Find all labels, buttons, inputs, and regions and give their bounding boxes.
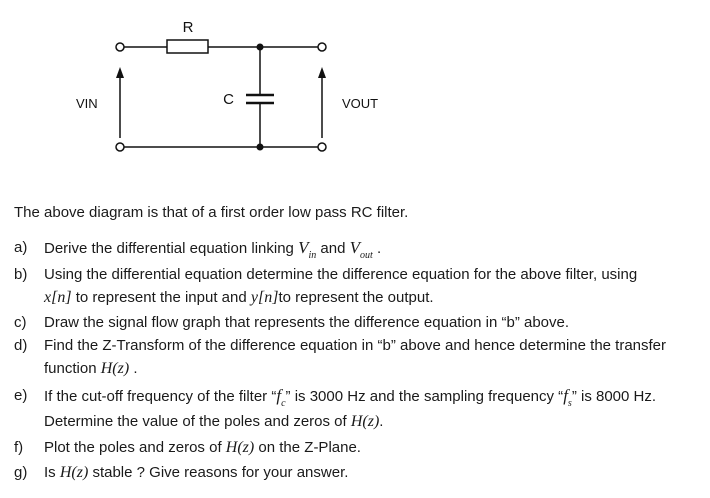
output-arrow-head — [318, 67, 326, 78]
rc-filter-diagram — [0, 0, 710, 200]
terminal-out-bottom — [318, 143, 326, 151]
junction-dot-bottom — [257, 144, 264, 151]
resistor-label: R — [182, 19, 194, 36]
question-d-line2: function H(z) . — [44, 360, 138, 377]
junction-dot-top — [257, 44, 264, 51]
terminal-in-bottom — [116, 143, 124, 151]
question-f-text: Plot the poles and zeros of H(z) on the Z-Plane. — [44, 439, 361, 456]
terminal-out-top — [318, 43, 326, 51]
question-a-label: a) — [14, 239, 28, 256]
question-c-label: c) — [14, 314, 27, 331]
question-c-text: Draw the signal flow graph that represents the difference equation in “b” above. — [44, 314, 570, 331]
question-g-text: Is H(z) stable ? Give reasons for your answer. — [44, 464, 349, 481]
question-d-line1: Find the Z-Transform of the difference equation in “b” above and hence determine the transfer — [44, 337, 667, 354]
question-g-label: g) — [14, 464, 28, 481]
question-e-label: e) — [14, 387, 28, 404]
input-arrow-head — [116, 67, 124, 78]
question-b-line1: Using the differential equation determine the difference equation for the above filter, using — [44, 266, 638, 283]
question-e-line2: Determine the value of the poles and zeros of H(z). — [44, 413, 384, 430]
terminal-in-top — [116, 43, 124, 51]
question-f-label: f) — [14, 439, 24, 456]
resistor-symbol — [167, 40, 208, 53]
question-b-label: b) — [14, 266, 28, 283]
question-e-line1: If the cut-off frequency of the filter “$f_c$” is 3000 Hz and the sampling frequency “$f_s$” is 8000 Hz. — [44, 386, 657, 409]
intro-text: The above diagram is that of a first order low pass RC filter. — [14, 204, 409, 221]
question-d-label: d) — [14, 337, 28, 354]
vout-label: VOUT — [342, 96, 379, 111]
question-a-text: Derive the differential equation linking $V_{in}$ and $V_{out}$ . — [44, 238, 382, 261]
vin-label: VIN — [76, 96, 98, 111]
question-b-line2: x[n] to represent the input and y[n]to represent the output. — [44, 289, 434, 306]
capacitor-label: C — [223, 91, 234, 108]
